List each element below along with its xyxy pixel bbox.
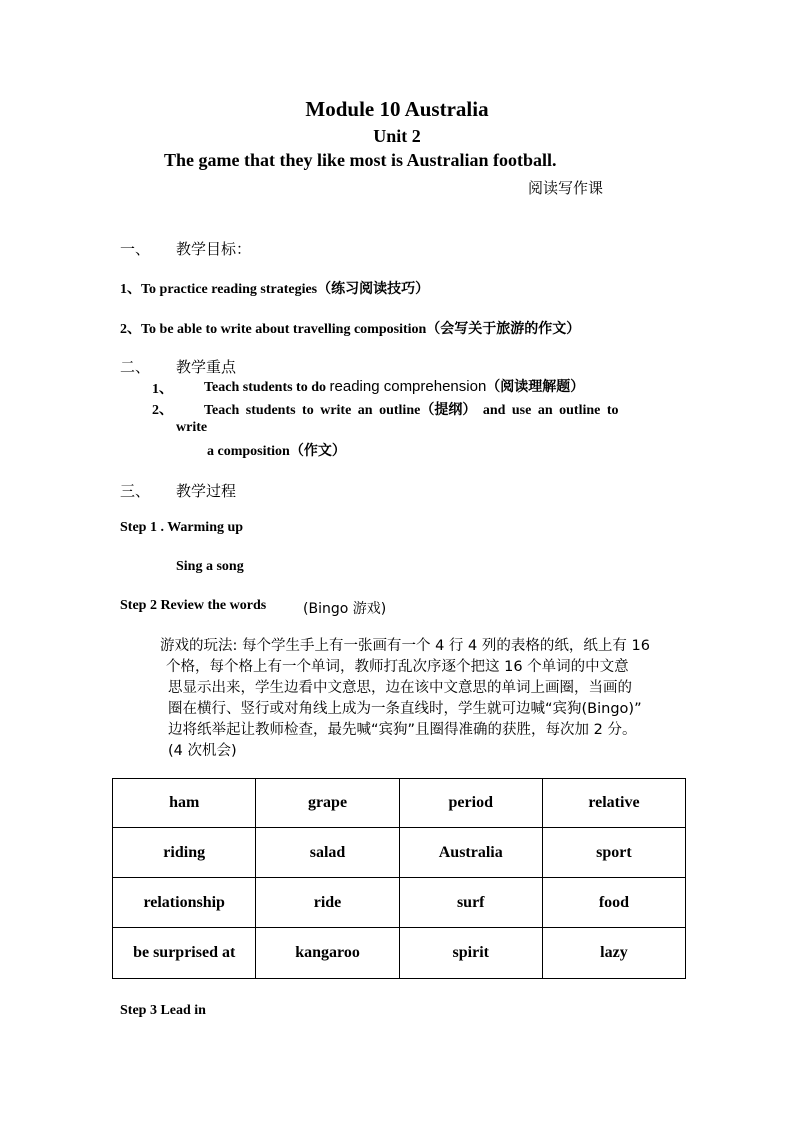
module-title: Module 10 Australia <box>305 97 489 121</box>
goal-item-2: 2、To be able to write about travelling composition（会写关于旅游的作文） <box>120 322 581 337</box>
section3-heading: 教学过程 <box>176 482 237 500</box>
table-cell: relative <box>542 779 685 828</box>
table-cell: Australia <box>399 828 542 878</box>
table-cell: spirit <box>399 928 542 979</box>
step2-note: (Bingo 游戏) <box>303 601 387 617</box>
table-row <box>113 779 686 828</box>
step2-title: Step 2 Review the words <box>120 598 267 613</box>
goal-item-1: 1、To practice reading strategies（练习阅读技巧） <box>120 282 430 297</box>
table-cell: sport <box>542 828 685 878</box>
lesson-type: 阅读写作课 <box>528 179 604 197</box>
table-cell: kangaroo <box>256 928 399 979</box>
section2-heading: 教学重点 <box>176 358 237 376</box>
section1-number: 一、 <box>120 240 151 258</box>
focus-item-1-text-c: （阅读理解题） <box>486 380 585 395</box>
table-row <box>113 878 686 928</box>
bingo-rules-line: 圈在横行、竖行或对角线上成为一条直线时，学生就可边喊“宾狗(Bingo)” <box>168 701 642 717</box>
focus-item-2-number: 2、 <box>152 403 173 418</box>
focus-item-2-line1: Teach students to write an outline（提纲） and use an outline to <box>204 403 619 418</box>
bingo-table <box>112 778 686 979</box>
section2-number: 二、 <box>120 358 151 376</box>
table-cell: surf <box>399 878 542 928</box>
table-cell: lazy <box>542 928 685 979</box>
focus-item-1-text-b: reading comprehension <box>329 378 487 395</box>
table-cell: riding <box>113 828 256 878</box>
focus-item-1 <box>204 376 584 396</box>
table-cell: period <box>399 779 542 828</box>
table-cell: grape <box>256 779 399 828</box>
focus-item-1-text-a: Teach students to do <box>204 380 330 395</box>
focus-item-2-line2: write <box>176 420 208 435</box>
lesson-title: The game that they like most is Australian football. <box>164 150 557 170</box>
step3-title: Step 3 Lead in <box>120 1003 206 1018</box>
focus-item-2-line3: a composition（作文） <box>207 444 346 459</box>
unit-title: Unit 2 <box>373 126 421 146</box>
step1-title: Step 1 . Warming up <box>120 520 244 535</box>
step1-detail: Sing a song <box>176 559 244 574</box>
bingo-rules-line: 边将纸举起让教师检查，最先喊“宾狗”且圈得准确的获胜，每次加 2 分。 <box>168 722 637 738</box>
table-cell: ride <box>256 878 399 928</box>
bingo-rules <box>160 636 685 762</box>
bingo-rules-line: 思显示出来，学生边看中文意思，边在该中文意思的单词上画圈，当画的 <box>168 680 632 696</box>
table-cell: relationship <box>113 878 256 928</box>
section3-number: 三、 <box>120 482 151 500</box>
table-cell: salad <box>256 828 399 878</box>
bingo-rules-line: 游戏的玩法: 每个学生手上有一张画有一个 4 行 4 列的表格的纸，纸上有 16 <box>160 638 650 654</box>
table-row <box>113 928 686 979</box>
bingo-rules-line: (4 次机会) <box>168 743 237 759</box>
section1-heading: 教学目标： <box>176 240 252 258</box>
bingo-rules-line: 个格，每个格上有一个单词，教师打乱次序逐个把这 16 个单词的中文意 <box>166 659 629 675</box>
focus-item-1-number: 1、 <box>152 382 173 397</box>
table-cell: be surprised at <box>113 928 256 979</box>
table-cell: food <box>542 878 685 928</box>
table-cell: ham <box>113 779 256 828</box>
table-row <box>113 828 686 878</box>
